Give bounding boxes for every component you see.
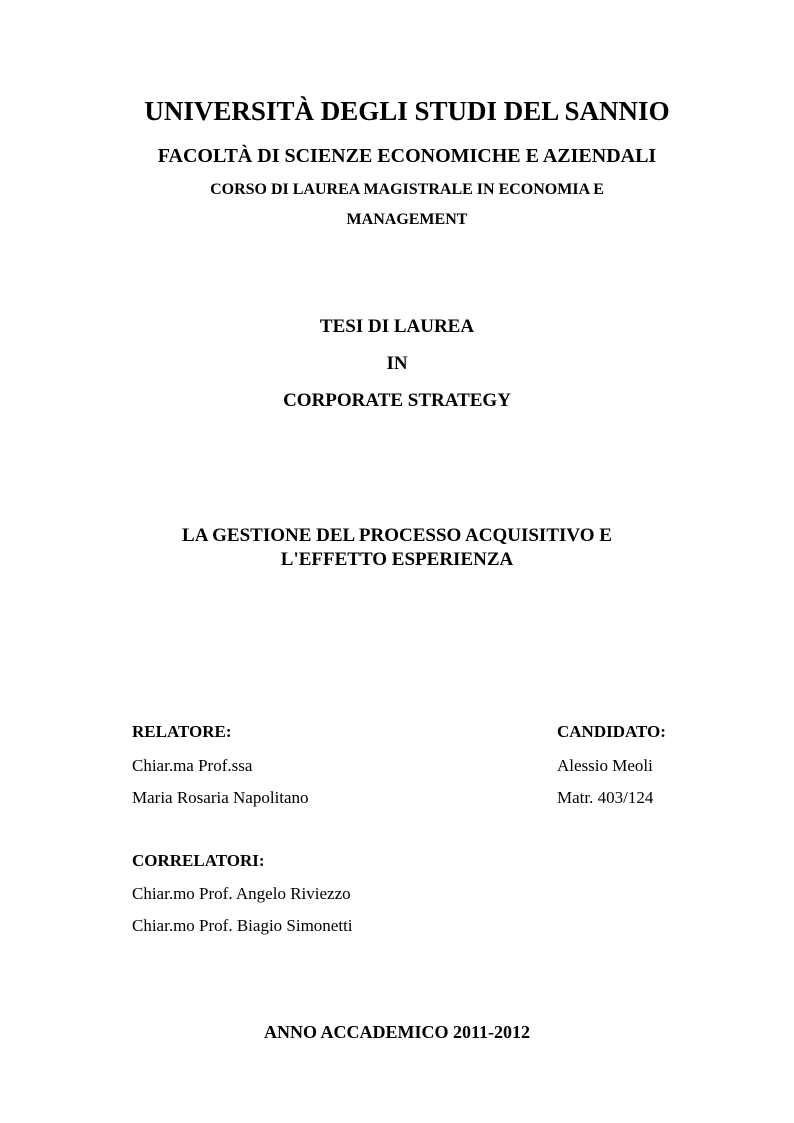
candidato-name: Alessio Meoli xyxy=(557,756,653,775)
relatore-heading: RELATORE: xyxy=(132,722,232,741)
academic-year: ANNO ACCADEMICO 2011-2012 xyxy=(263,1022,530,1042)
correlatori-heading: CORRELATORI: xyxy=(132,851,265,870)
candidato-heading: CANDIDATO: xyxy=(557,722,666,741)
course-name-line1: CORSO DI LAUREA MAGISTRALE IN ECONOMIA E xyxy=(210,181,604,198)
university-name: UNIVERSITÀ DEGLI STUDI DEL SANNIO xyxy=(144,96,670,126)
thesis-subject: CORPORATE STRATEGY xyxy=(283,390,511,411)
thesis-type-line1: TESI DI LAUREA xyxy=(319,316,475,337)
candidato-matricola: Matr. 403/124 xyxy=(557,788,654,807)
correlatore-item: Chiar.mo Prof. Biagio Simonetti xyxy=(132,916,353,935)
thesis-title-line2: L'EFFETTO ESPERIENZA xyxy=(280,549,514,570)
thesis-type-line2: IN xyxy=(386,353,408,374)
relatore-name: Maria Rosaria Napolitano xyxy=(132,788,309,807)
faculty-name: FACOLTÀ DI SCIENZE ECONOMICHE E AZIENDALI xyxy=(157,145,657,167)
thesis-title-line1: LA GESTIONE DEL PROCESSO ACQUISITIVO E xyxy=(182,525,612,546)
course-name-line2: MANAGEMENT xyxy=(346,211,468,228)
correlatore-item: Chiar.mo Prof. Angelo Riviezzo xyxy=(132,884,351,903)
relatore-title: Chiar.ma Prof.ssa xyxy=(132,756,253,775)
